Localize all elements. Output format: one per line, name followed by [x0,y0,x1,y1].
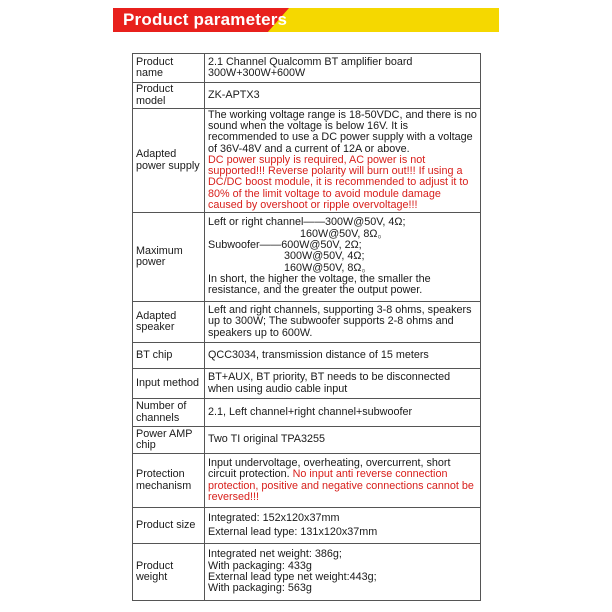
row-value [205,544,481,601]
row-label: Power AMP chip [133,427,205,454]
table-row [133,508,481,544]
value-line: With packaging: 433g [208,559,312,572]
row-label: Number of channels [133,399,205,427]
row-value [205,83,481,109]
row-label: Product size [133,508,205,544]
value-line: External lead type: 131x120x37mm [208,526,378,538]
row-label: Product name [133,54,205,83]
value-line: ZK-APTX3 [208,88,260,101]
value-line: With packaging: 563g [208,582,312,595]
row-value: 2.1, Left channel+right channel+subwoofer [205,399,481,427]
row-value: Two TI original TPA3255 [205,427,481,454]
value-line: 300W+300W+600W [208,67,306,79]
table-row [133,427,481,454]
page-title: Product parameters [123,10,288,29]
row-label: Adapted power supply [133,109,205,213]
row-value: QCC3034, transmission distance of 15 meters [205,343,481,369]
value-line: 2.1 Channel Qualcomm BT amplifier board [208,55,413,68]
table-row [133,399,481,427]
value-line: 300W@50V, 4Ω; [284,250,365,263]
value-line: Integrated net weight: 386g; [208,548,342,561]
table-row [133,83,481,109]
table-row [133,109,481,213]
row-label: Product weight [133,544,205,601]
value-text: In short, the higher the voltage, the smaller the resistance, and the greater the output power. [208,272,431,297]
row-label: Product model [133,83,205,109]
value-text: The working voltage range is 18-50VDC, and there is no sound when the voltage is below 16V. It is recommended to use a DC power supply with a voltage of 36V-48V and a current of 12A or above. [208,108,477,155]
table-row [133,302,481,343]
table-row [133,343,481,369]
row-value [205,508,481,544]
row-label: Maximum power [133,213,205,302]
row-label: Adapted speaker [133,302,205,343]
warning-text: DC power supply is required, AC power is not supported!!! Reverse polarity will burn out!!! If using a DC/DC boost module, it is recommended to adjust it to 80% of the limit voltage to avoid module damage caused by overshoot or ripple overvoltage!!! [208,153,469,212]
value-line: Integrated: 152x120x37mm [208,511,340,524]
row-value: BT+AUX, BT priority, BT needs to be disconnected when using audio cable input [205,369,481,399]
value-line: 160W@50V, 8Ω。 [284,261,373,274]
table-row [133,54,481,83]
table-row [133,544,481,601]
value-line: Subwoofer——600W@50V, 2Ω; [208,239,362,252]
table-row [133,213,481,302]
row-value [205,213,481,302]
row-value [205,454,481,508]
value-text: Input undervoltage, overheating, overcurrent, short circuit protection. [208,456,451,481]
value-line: External lead type net weight:443g; [208,571,377,583]
table-row [133,369,481,399]
warning-text: No input anti reverse connection protection, positive and negative connections cannot be reversed!!! [208,468,474,503]
row-label: Input method [133,369,205,399]
value-line: 160W@50V, 8Ω。 [300,227,389,240]
row-label: Protection mechanism [133,454,205,508]
row-value: Left and right channels, supporting 3-8 ohms, speakers up to 300W; The subwoofer supports 2-8 ohms and speakers up to 600W. [205,302,481,343]
row-label: BT chip [133,343,205,369]
table-row [133,454,481,508]
title-banner [113,8,499,32]
value-line: Left or right channel——300W@50V, 4Ω; [208,216,406,229]
row-value [205,109,481,213]
parameters-table [132,53,481,601]
row-value [205,54,481,83]
